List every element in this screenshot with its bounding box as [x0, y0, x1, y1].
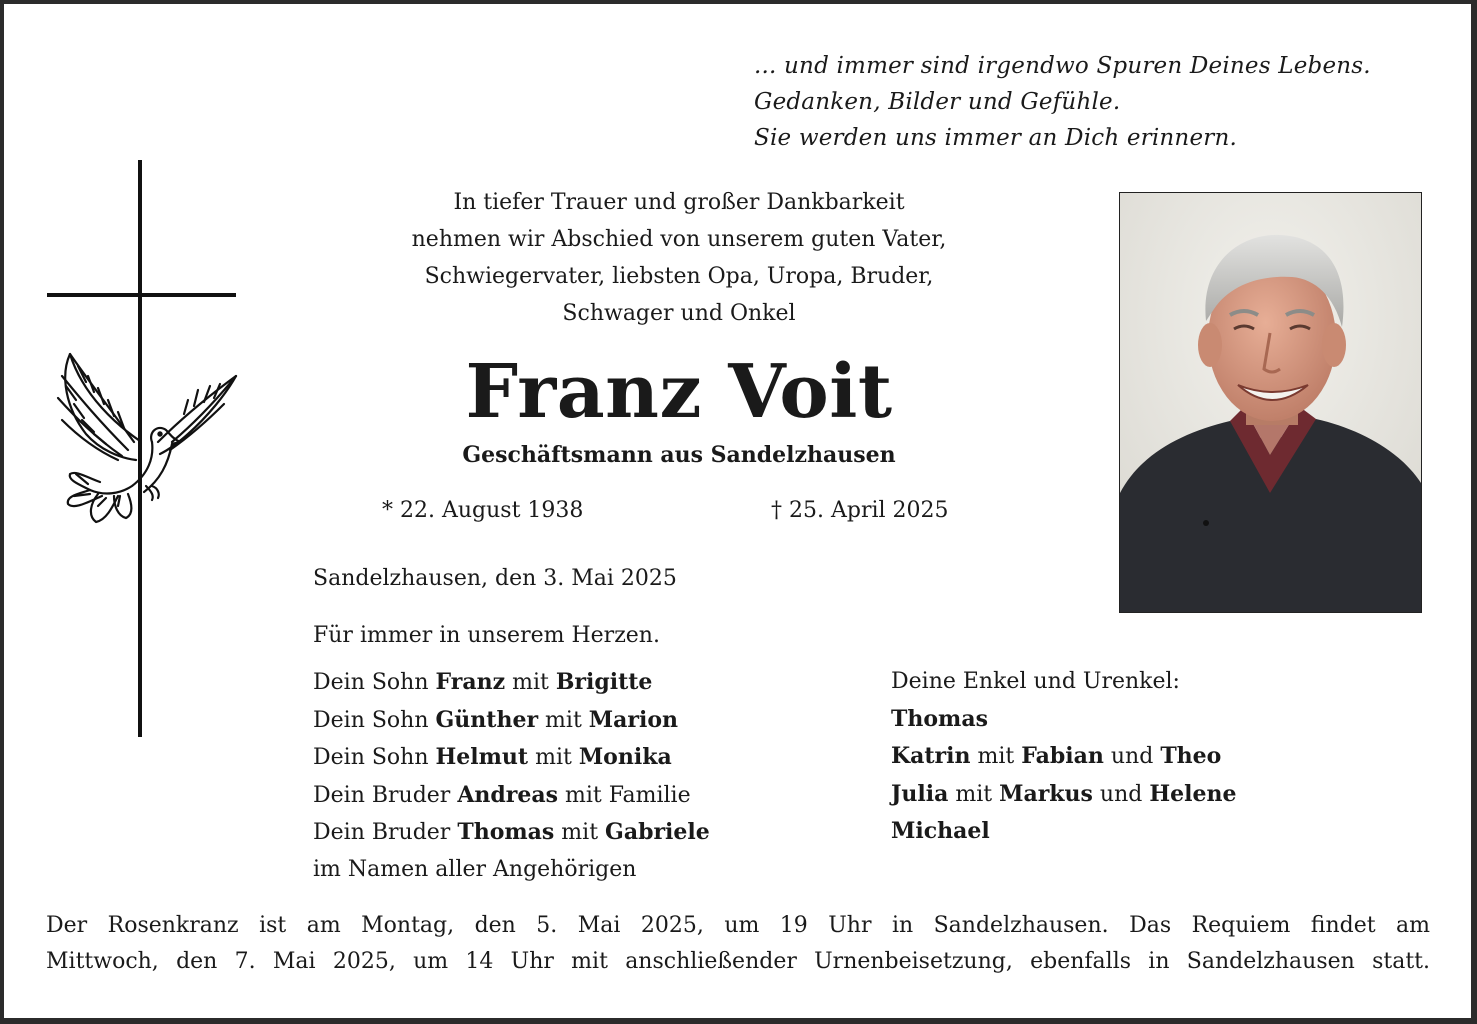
list-item: Dein Bruder Andreas mit Familie	[313, 781, 691, 808]
motto-verse	[754, 48, 1371, 156]
death-date: † 25. April 2025	[771, 498, 949, 523]
service-details	[46, 908, 1430, 980]
list-item: Dein Bruder Thomas mit Gabriele	[313, 819, 710, 845]
motto-line: ... und immer sind irgendwo Spuren Deines Lebens.	[754, 53, 1371, 79]
dove-icon	[48, 346, 238, 526]
birth-date: * 22. August 1938	[382, 498, 584, 523]
family-list-right	[891, 664, 1237, 851]
service-line: Der Rosenkranz ist am Montag, den 5. Mai 2025, um 19 Uhr in Sandelzhausen. Das Requiem findet am	[46, 913, 1430, 938]
deceased-name: Franz Voit	[465, 349, 893, 435]
list-item: im Namen aller Angehörigen	[313, 856, 637, 882]
family-list-left	[313, 664, 710, 888]
deceased-occupation: Geschäftsmann aus Sandelzhausen	[462, 442, 896, 468]
obituary-notice	[4, 4, 1471, 1018]
portrait-image	[1120, 193, 1421, 612]
list-item: Michael	[891, 818, 990, 844]
list-item: Katrin mit Fabian und Theo	[891, 743, 1222, 769]
grandchildren-header: Deine Enkel und Urenkel:	[891, 669, 1180, 694]
place-and-date: Sandelzhausen, den 3. Mai 2025	[313, 566, 677, 591]
intro-line: Schwager und Onkel	[562, 301, 796, 326]
list-item: Thomas	[891, 705, 988, 732]
intro-text	[304, 184, 1054, 332]
list-item: Dein Sohn Helmut mit Monika	[313, 744, 672, 770]
list-item: Dein Sohn Franz mit Brigitte	[313, 669, 653, 695]
service-line: Mittwoch, den 7. Mai 2025, um 14 Uhr mit anschließender Urnenbeisetzung, ebenfalls in Sandelzhausen statt.	[46, 949, 1430, 974]
intro-line: In tiefer Trauer und großer Dankbarkeit	[453, 190, 905, 215]
intro-line: Schwiegervater, liebsten Opa, Uropa, Bruder,	[424, 264, 934, 289]
cross-icon-bar	[47, 293, 236, 297]
list-item: Dein Sohn Günther mit Marion	[313, 706, 679, 733]
list-item: Julia mit Markus und Helene	[891, 780, 1237, 807]
motto-line: Sie werden uns immer an Dich erinnern.	[754, 125, 1237, 151]
motto-line: Gedanken, Bilder und Gefühle.	[754, 89, 1121, 115]
heart-line: Für immer in unserem Herzen.	[313, 623, 660, 648]
intro-line: nehmen wir Abschied von unserem guten Vater,	[411, 227, 947, 252]
portrait-photo	[1119, 192, 1422, 613]
